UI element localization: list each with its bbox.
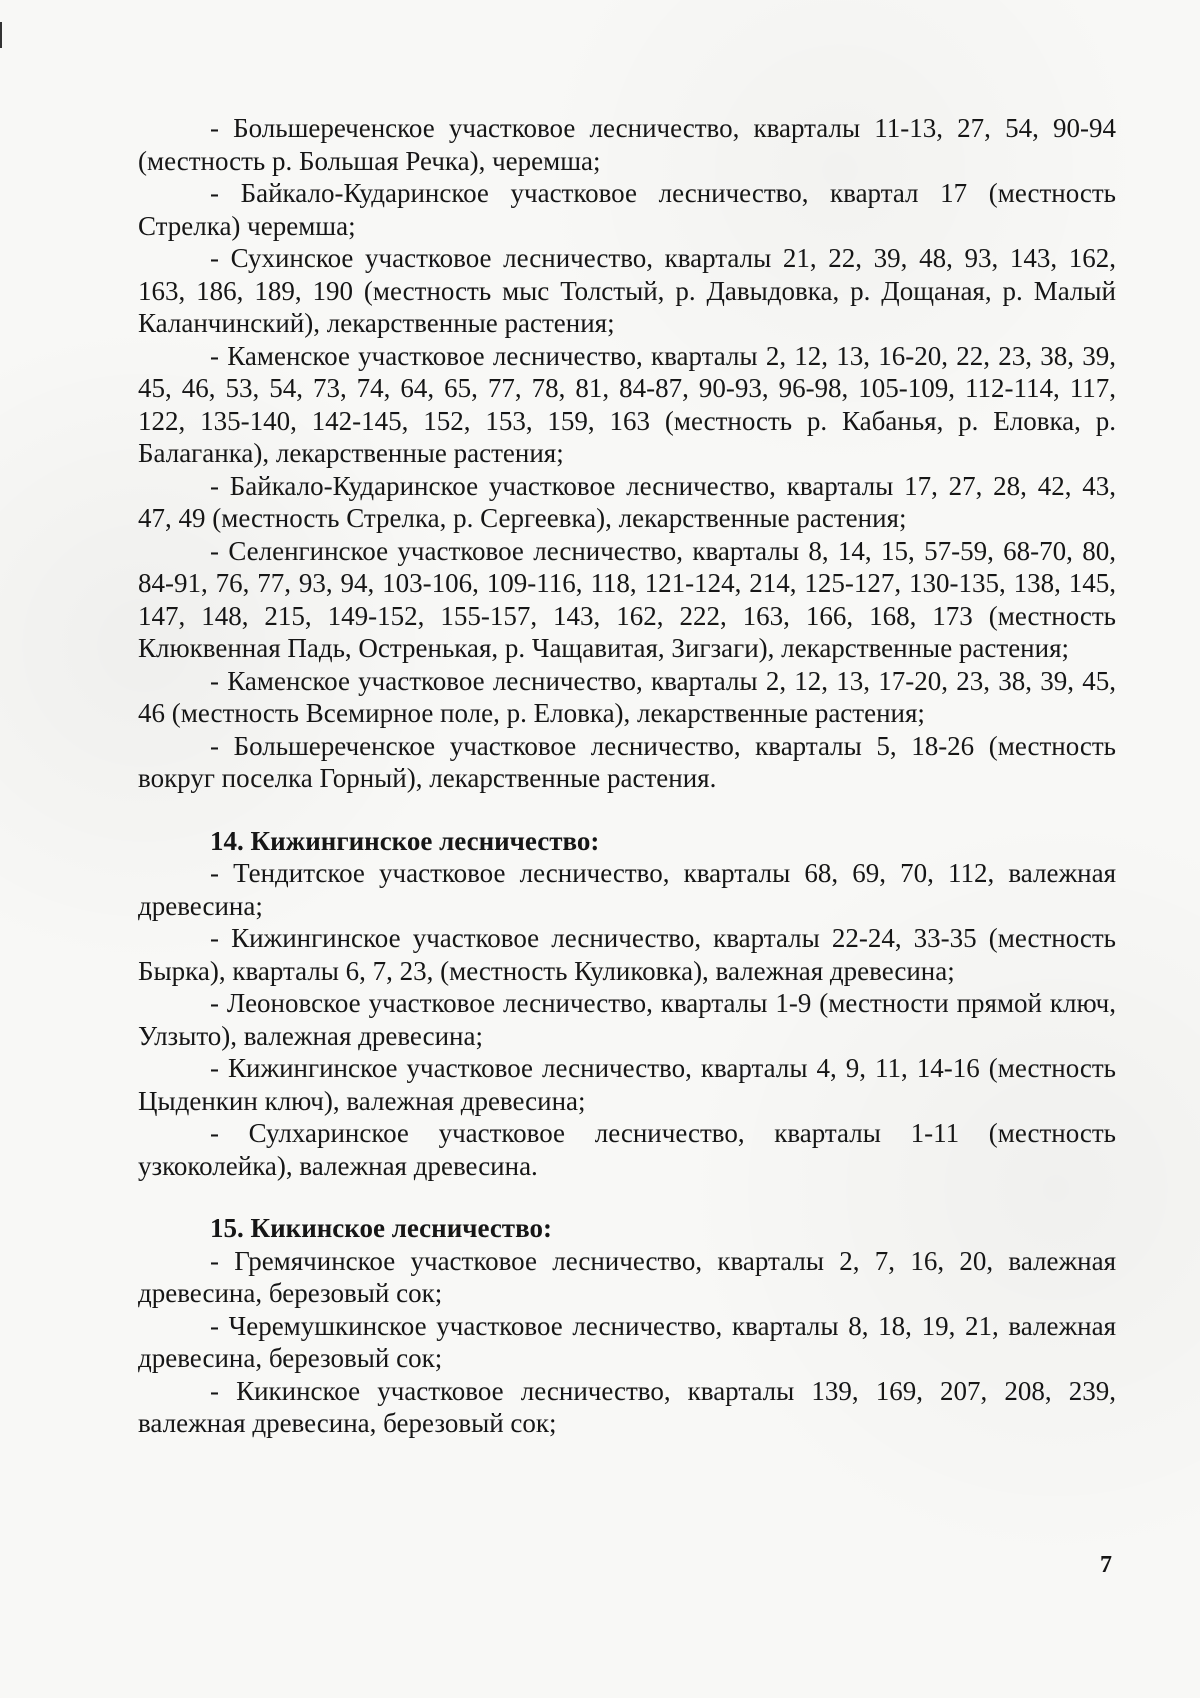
section-heading-14: 14. Кижингинское лесничество: bbox=[210, 825, 600, 856]
paragraph: - Байкало-Кударинское участковое лесничество, квартал 17 (местность Стрелка) черемша; bbox=[138, 178, 1116, 241]
binder-mark bbox=[0, 22, 2, 48]
page-number: 7 bbox=[1100, 1552, 1112, 1578]
section-heading-15: 15. Кикинское лесничество: bbox=[210, 1213, 552, 1243]
paragraph: - Кикинское участковое лесничество, кварталы 139, 169, 207, 208, 239, валежная древесина, березовый сок; bbox=[138, 1375, 1116, 1438]
paragraph: - Леоновское участковое лесничество, кварталы 1-9 (местности прямой ключ, Улзыто), валежная древесина; bbox=[138, 988, 1116, 1051]
paragraph: - Большереченское участковое лесничество, кварталы 11-13, 27, 54, 90-94 (местность р. Большая Речка), черемша; bbox=[138, 113, 1116, 176]
section-spacer bbox=[138, 1182, 1116, 1212]
paragraph: - Сухинское участковое лесничество, кварталы 21, 22, 39, 48, 93, 143, 162, 163, 186, 189, 190 (местность мыс Толстый, р. Давыдовка, р. Дощаная, р. Малый Каланчинский), лекарственные растения; bbox=[138, 243, 1116, 338]
paragraph: - Каменское участковое лесничество, кварталы 2, 12, 13, 17-20, 23, 38, 39, 45, 46 (местность Всемирное поле, р. Еловка), лекарственные растения; bbox=[138, 665, 1116, 728]
paragraph: - Большереченское участковое лесничество, кварталы 5, 18-26 (местность вокруг поселка Горный), лекарственные растения. bbox=[138, 730, 1116, 793]
paragraph: - Каменское участковое лесничество, кварталы 2, 12, 13, 16-20, 22, 23, 38, 39, 45, 46, 53, 54, 73, 74, 64, 65, 77, 78, 81, 84-87, 90-93, 96-98, 105-109, 112-114, 117, 122, 135-140, 142-145, 152, 153, 159, 163 (местность р. Кабанья, р. Еловка, р. Балаганка), лекарственные растения; bbox=[138, 340, 1116, 468]
paragraph: - Байкало-Кударинское участковое лесничество, кварталы 17, 27, 28, 42, 43, 47, 49 (местность Стрелка, р. Сергеевка), лекарственные растения; bbox=[138, 470, 1116, 533]
paragraph: - Сулхаринское участковое лесничество, кварталы 1-11 (местность узкоколейка), валежная древесина. bbox=[138, 1118, 1116, 1181]
paragraph: - Черемушкинское участковое лесничество, кварталы 8, 18, 19, 21, валежная древесина, березовый сок; bbox=[138, 1310, 1116, 1373]
document-body bbox=[138, 112, 1116, 1440]
section-spacer bbox=[138, 795, 1116, 825]
paragraph: - Кижингинское участковое лесничество, кварталы 4, 9, 11, 14-16 (местность Цыденкин ключ), валежная древесина; bbox=[138, 1053, 1116, 1116]
paragraph: - Селенгинское участковое лесничество, кварталы 8, 14, 15, 57-59, 68-70, 80, 84-91, 76, 77, 93, 94, 103-106, 109-116, 118, 121-124, 214, 125-127, 130-135, 138, 145, 147, 148, 215, 149-152, 155-157, 143, 162, 222, 163, 166, 168, 173 (местность Клюквенная Падь, Остренькая, р. Чащавитая, Зигзаги), лекарственные растения; bbox=[138, 535, 1116, 663]
paragraph: - Тендитское участковое лесничество, кварталы 68, 69, 70, 112, валежная древесина; bbox=[138, 858, 1116, 921]
paragraph: - Кижингинское участковое лесничество, кварталы 22-24, 33-35 (местность Бырка), кварталы 6, 7, 23, (местность Куликовка), валежная древесина; bbox=[138, 923, 1116, 986]
paragraph: - Гремячинское участковое лесничество, кварталы 2, 7, 16, 20, валежная древесина, березовый сок; bbox=[138, 1245, 1116, 1308]
